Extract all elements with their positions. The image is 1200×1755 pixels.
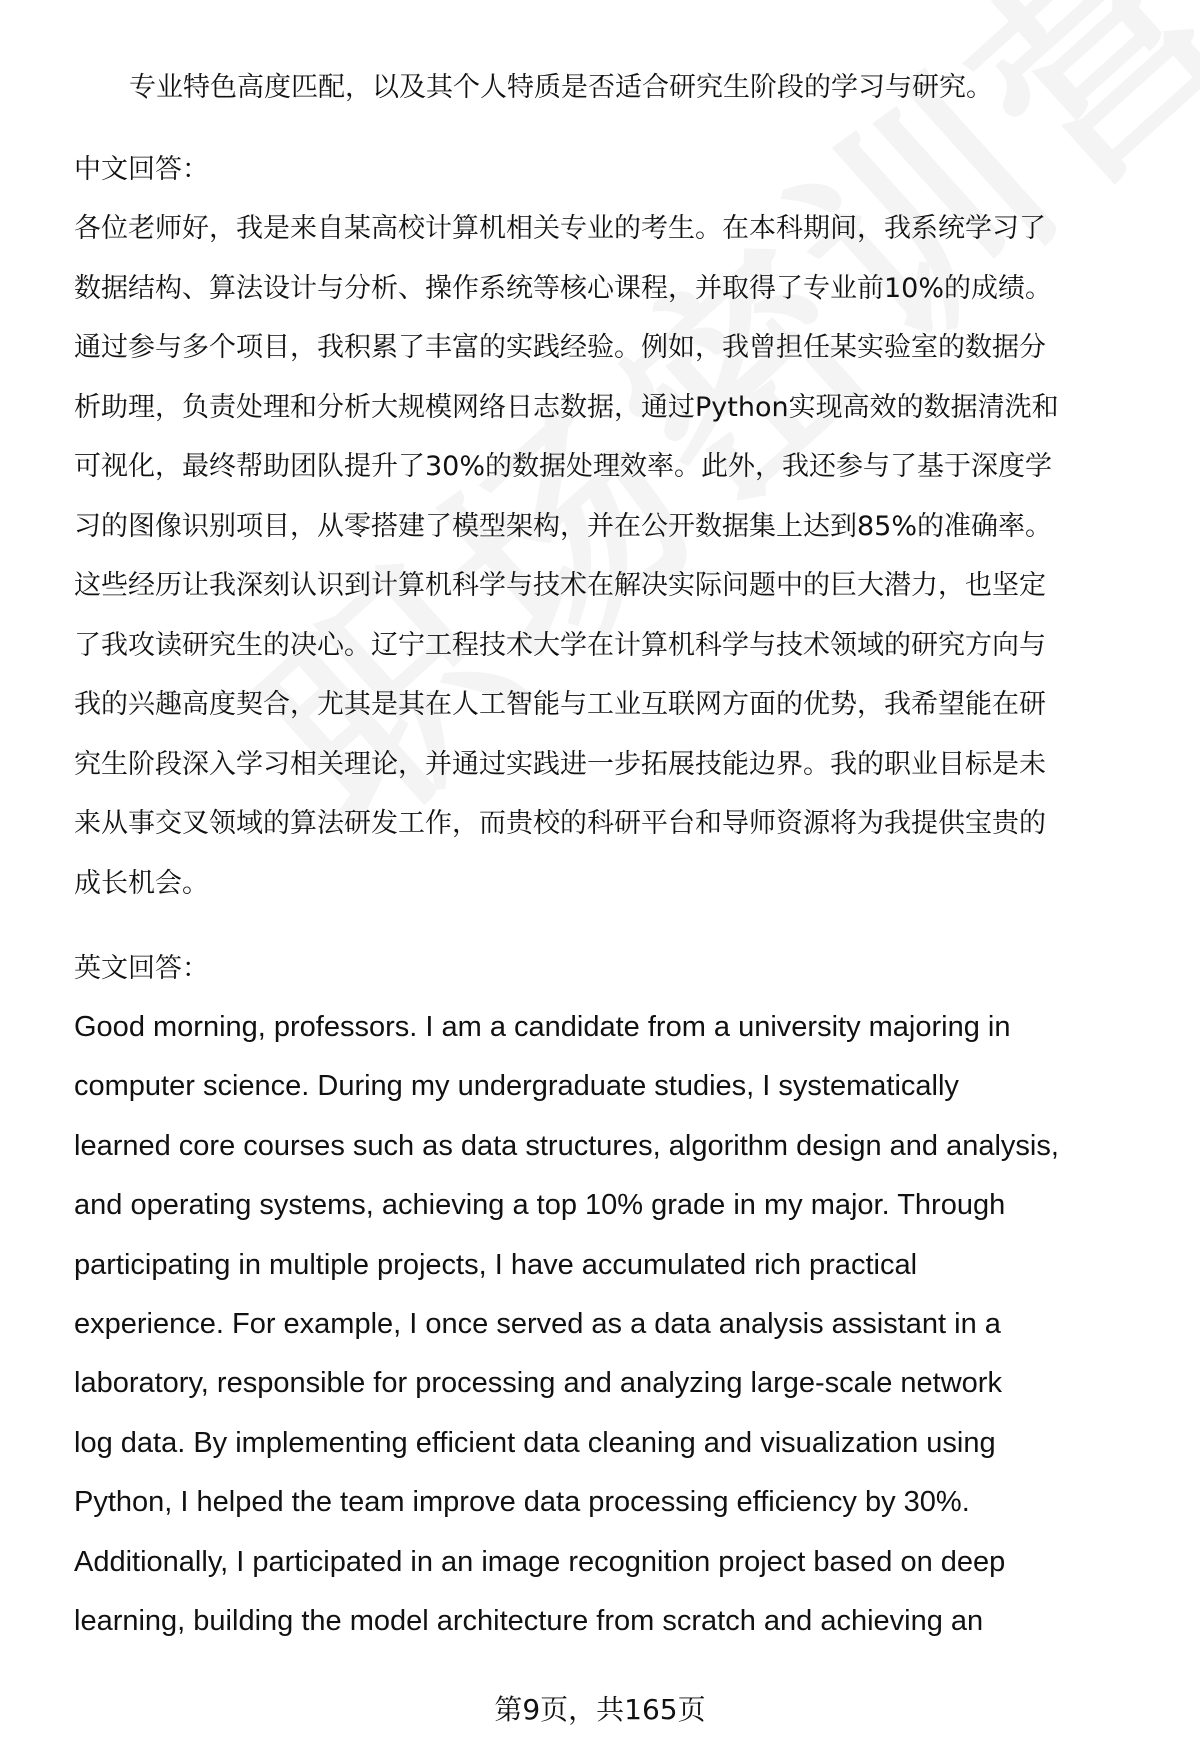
text-line: learned core courses such as data structures, algorithm design and analysis, — [74, 1129, 1059, 1162]
text-line: 来从事交叉领域的算法研发工作，而贵校的科研平台和导师资源将为我提供宝贵的 — [74, 808, 1046, 839]
text-line: 数据结构、算法设计与分析、操作系统等核心课程，并取得了专业前10%的成绩。 — [74, 272, 1053, 304]
text-line: experience. For example, I once served as a data analysis assistant in a — [74, 1308, 1001, 1341]
text-line: laboratory, responsible for processing and analyzing large-scale network — [74, 1367, 1002, 1400]
text-line: 可视化，最终帮助团队提升了30%的数据处理效率。此外，我还参与了基于深度学 — [74, 451, 1053, 482]
text-line: 析助理，负责处理和分析大规模网络日志数据，通过Python实现高效的数据清洗和 — [74, 391, 1059, 423]
text-line: Python, I helped the team improve data processing efficiency by 30%. — [74, 1486, 970, 1519]
page-number-footer: 第9页，共165页 — [494, 1693, 706, 1726]
text-line: 究生阶段深入学习相关理论，并通过实践进一步拓展技能边界。我的职业目标是未 — [74, 748, 1046, 780]
text-line: 成长机会。 — [74, 867, 209, 899]
text-line: 各位老师好，我是来自某高校计算机相关专业的考生。在本科期间，我系统学习了 — [74, 213, 1046, 244]
text-line: 通过参与多个项目，我积累了丰富的实践经验。例如，我曾担任某实验室的数据分 — [74, 332, 1046, 363]
english-answer-label: 英文回答： — [74, 953, 209, 984]
page-content — [74, 58, 1154, 1651]
text-line: learning, building the model architecture from scratch and achieving an — [74, 1605, 984, 1638]
text-line: Additionally, I participated in an image recognition project based on deep — [74, 1545, 1006, 1578]
chinese-answer-label: 中文回答： — [74, 154, 209, 185]
text-line: 了我攻读研究生的决心。辽宁工程技术大学在计算机科学与技术领域的研究方向与 — [74, 629, 1046, 661]
text-line: participating in multiple projects, I have accumulated rich practical — [74, 1248, 918, 1281]
text-line: log data. By implementing efficient data cleaning and visualization using — [74, 1426, 996, 1459]
text-line: 我的兴趣高度契合，尤其是其在人工智能与工业互联网方面的优势，我希望能在研 — [74, 689, 1046, 720]
text-line: 这些经历让我深刻认识到计算机科学与技术在解决实际问题中的巨大潜力，也坚定 — [74, 570, 1046, 601]
intro-line: 专业特色高度匹配，以及其个人特质是否适合研究生阶段的学习与研究。 — [129, 72, 993, 103]
text-line: and operating systems, achieving a top 10% grade in my major. Through — [74, 1189, 1006, 1222]
text-line: computer science. During my undergraduate studies, I systematically — [74, 1070, 959, 1103]
text-line: 习的图像识别项目，从零搭建了模型架构，并在公开数据集上达到85%的准确率。 — [74, 510, 1053, 542]
english-answer-paragraph — [74, 998, 1154, 1651]
chinese-answer-paragraph — [74, 199, 1154, 913]
text-line: Good morning, professors. I am a candidate from a university majoring in — [74, 1011, 1011, 1043]
